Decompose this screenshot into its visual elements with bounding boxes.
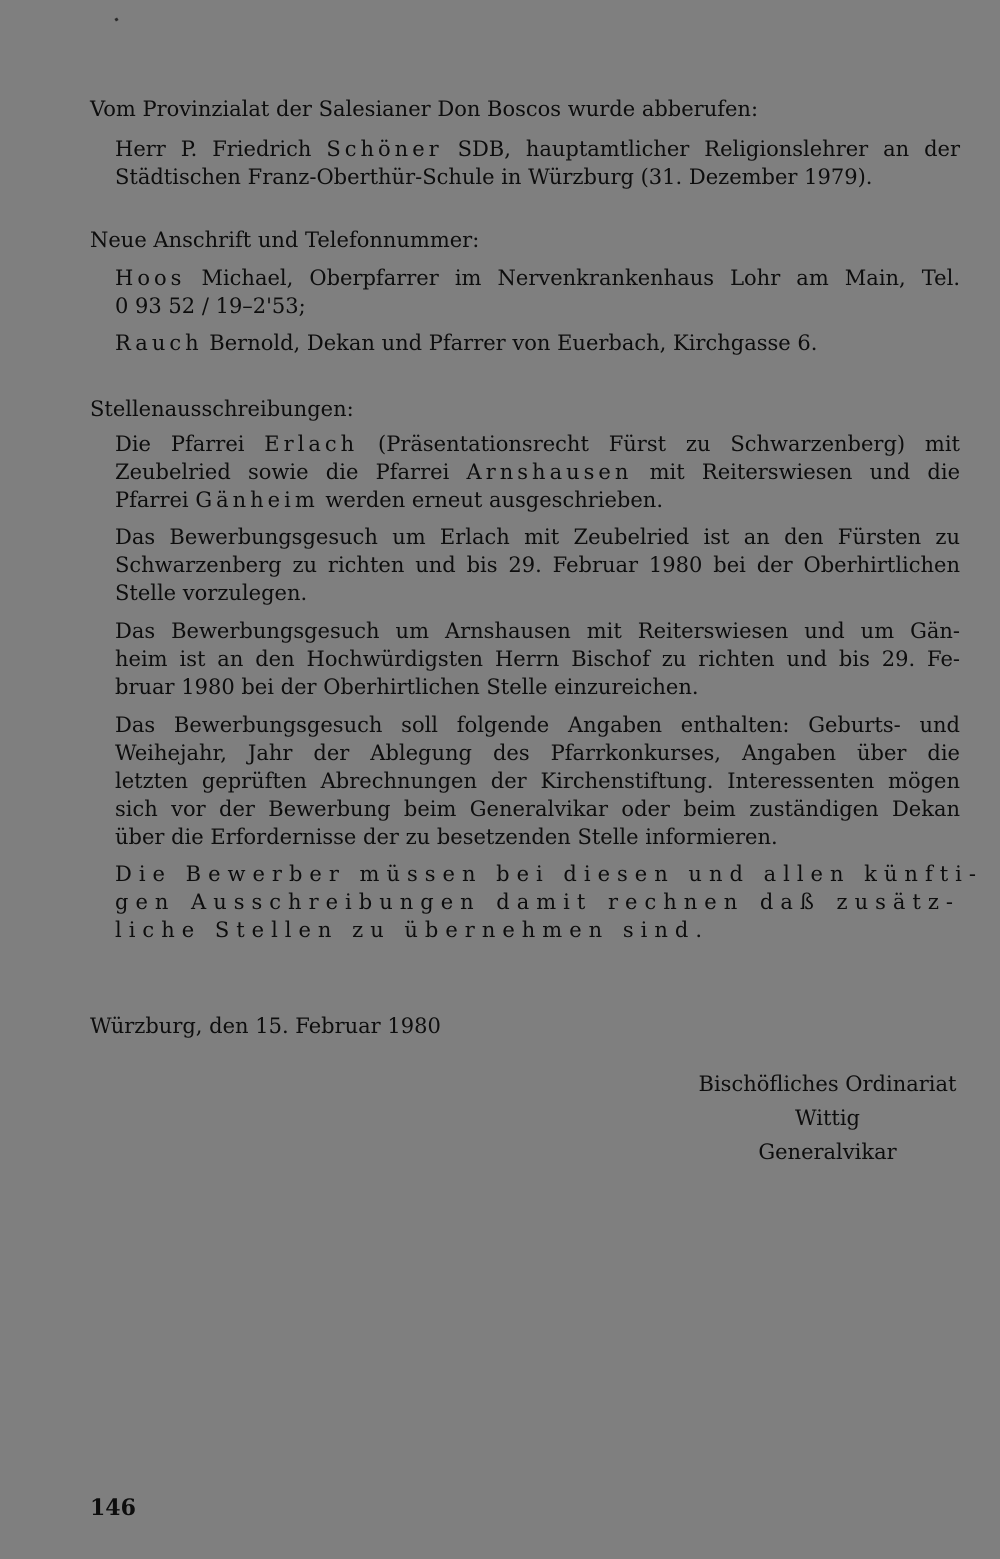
paragraph-angaben (115, 711, 960, 851)
text-line: Herr P. Friedrich Schöner SDB, hauptamtlicher Religionslehrer an der (115, 137, 960, 161)
text-line: Das Bewerbungsgesuch um Erlach mit Zeubelried ist an den Fürsten zu (115, 525, 960, 549)
text-line: liche Stellen zu übernehmen sind. (115, 918, 709, 942)
text-line: Die Pfarrei Erlach (Präsentationsrecht Fürst zu Schwarzenberg) mit (115, 432, 960, 456)
signature-name: Wittig (795, 1106, 860, 1130)
text-line: gen Ausschreibungen damit rechnen daß zusätz- (115, 890, 960, 914)
text-line: Stelle vorzulegen. (115, 581, 308, 605)
entry-rauch (115, 329, 960, 357)
heading-neue-anschrift: Neue Anschrift und Telefonnummer: (90, 228, 480, 252)
text-line: Weihejahr, Jahr der Ablegung des Pfarrkonkurses, Angaben über die (115, 741, 960, 765)
signature-office: Bischöfliches Ordinariat (698, 1072, 957, 1096)
heading-abberufen: Vom Provinzialat der Salesianer Don Boscos wurde abberufen: (90, 97, 759, 121)
text-line: Schwarzenberg zu richten und bis 29. Februar 1980 bei der Oberhirtlichen (115, 553, 960, 577)
paragraph-pfarreien (115, 430, 960, 514)
spaced-name: Arnshausen (466, 460, 633, 484)
paragraph-hinweis-spaced (115, 860, 983, 944)
text-line: Hoos Michael, Oberpfarrer im Nervenkrankenhaus Lohr am Main, Tel. (115, 266, 960, 290)
text-line: Die Bewerber müssen bei diesen und allen künfti- (115, 862, 983, 886)
text-line: 0 93 52 / 19–2'53; (115, 294, 306, 318)
text-line: Das Bewerbungsgesuch soll folgende Angaben enthalten: Geburts- und (115, 713, 960, 737)
text-line: bruar 1980 bei der Oberhirtlichen Stelle einzureichen. (115, 675, 699, 699)
text-line: über die Erfordernisse der zu besetzenden Stelle informieren. (115, 825, 778, 849)
spaced-name: Erlach (264, 432, 359, 456)
text-line: heim ist an den Hochwürdigsten Herrn Bischof zu richten und bis 29. Fe- (115, 647, 960, 671)
text-line: Rauch Bernold, Dekan und Pfarrer von Euerbach, Kirchgasse 6. (115, 331, 818, 355)
heading-stellenausschreibungen: Stellenausschreibungen: (90, 397, 354, 421)
text-line: Städtischen Franz-Oberthür-Schule in Würzburg (31. Dezember 1979). (115, 165, 873, 189)
entry-schoener (115, 135, 960, 191)
text-line: letzten geprüften Abrechnungen der Kirchenstiftung. Interessenten mögen (115, 769, 960, 793)
text-line: Pfarrei Gänheim werden erneut ausgeschrieben. (115, 488, 663, 512)
spaced-name: Hoos (115, 266, 186, 290)
page-number: 146 (90, 1495, 136, 1521)
place-date: Würzburg, den 15. Februar 1980 (90, 1014, 441, 1038)
paragraph-erlach (115, 523, 960, 607)
entry-hoos (115, 264, 960, 320)
text-line: Das Bewerbungsgesuch um Arnshausen mit Reiterswiesen und um Gän- (115, 619, 960, 643)
scan-speck (114, 17, 118, 21)
text-line: Zeubelried sowie die Pfarrei Arnshausen mit Reiterswiesen und die (115, 460, 960, 484)
signature-title: Generalvikar (758, 1140, 897, 1164)
spaced-name: Rauch (115, 331, 203, 355)
paragraph-arnshausen (115, 617, 960, 701)
spaced-name: Schöner (326, 137, 443, 161)
spaced-name: Gänheim (195, 488, 319, 512)
text-line: sich vor der Bewerbung beim Generalvikar oder beim zuständigen Dekan (115, 797, 960, 821)
